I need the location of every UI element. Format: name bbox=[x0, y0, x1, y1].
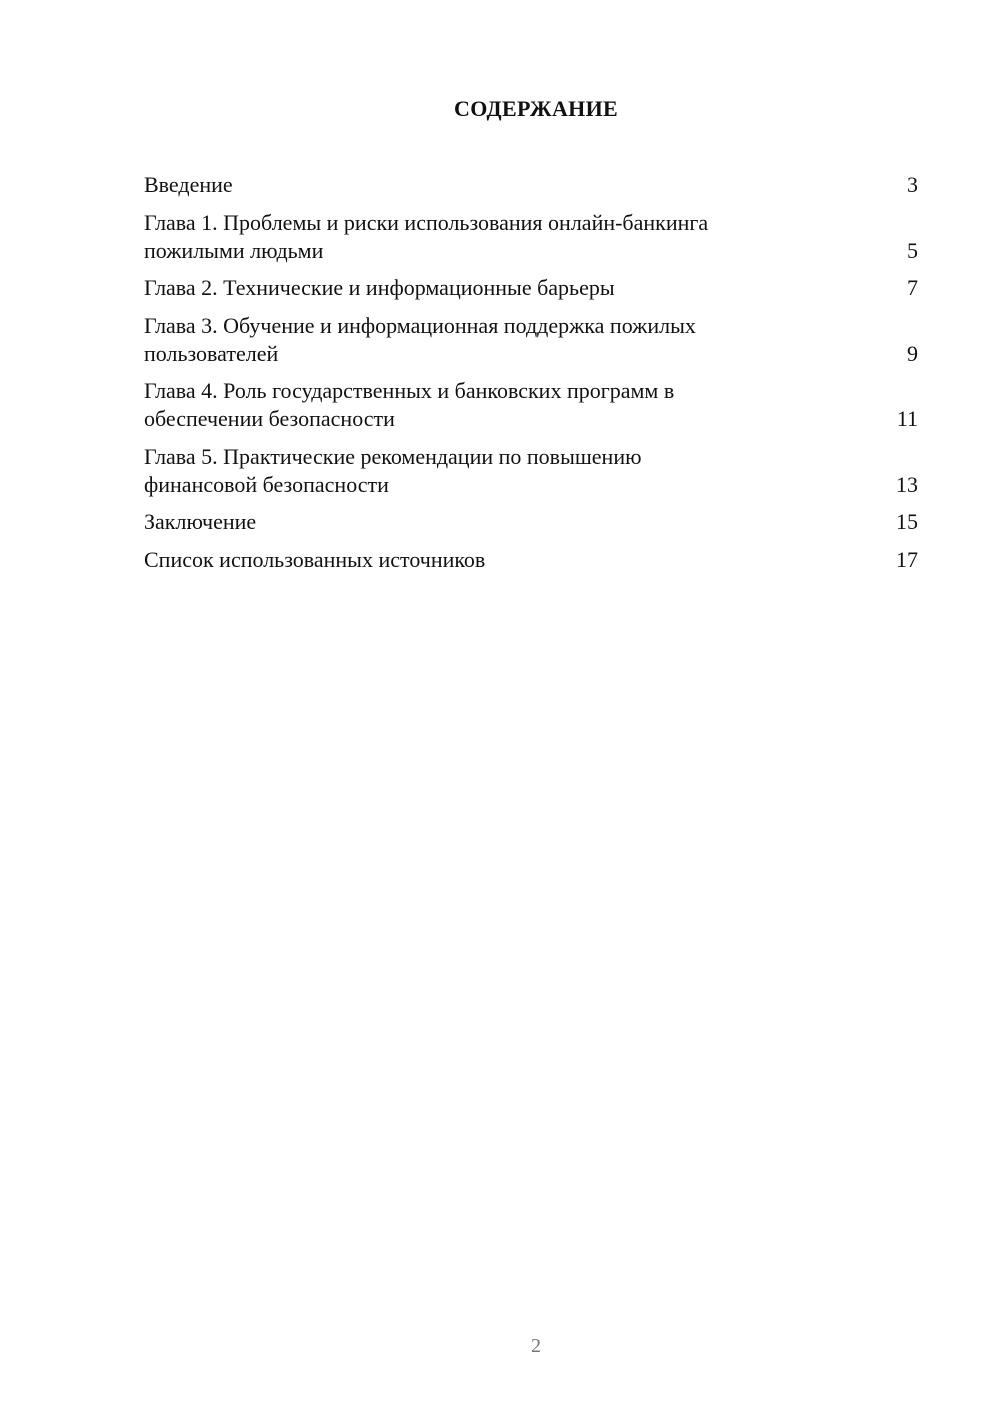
toc-entry-line: пользователей bbox=[144, 340, 279, 366]
toc-entry-page: 3 bbox=[907, 172, 918, 197]
page-title: СОДЕРЖАНИЕ bbox=[454, 96, 618, 121]
toc-entry-page: 17 bbox=[896, 546, 918, 572]
toc-entry-label bbox=[144, 274, 615, 302]
toc-entry-page: 13 bbox=[896, 471, 918, 497]
toc-entry-conclusion bbox=[144, 508, 918, 536]
toc-entry-line: финансовой безопасности bbox=[144, 471, 389, 497]
toc-entry-line: Глава 2. Технические и информационные барьеры bbox=[144, 275, 615, 300]
toc-entry-chapter-1 bbox=[144, 209, 918, 265]
toc-entry-chapter-5 bbox=[144, 443, 918, 499]
toc-entry-chapter-3 bbox=[144, 312, 918, 368]
toc-entry-page: 5 bbox=[907, 237, 918, 263]
toc-entry-page: 11 bbox=[896, 406, 918, 431]
toc-entry-line: Введение bbox=[144, 172, 233, 197]
toc-entry-line: пожилыми людьми bbox=[144, 237, 324, 263]
toc-entry-page: 15 bbox=[896, 509, 918, 534]
toc-entry-references bbox=[144, 546, 918, 574]
page-number: 2 bbox=[531, 1335, 541, 1357]
toc-entry-label bbox=[144, 443, 642, 499]
toc-entry-label bbox=[144, 508, 256, 536]
table-of-contents bbox=[144, 171, 918, 583]
toc-entry-chapter-2 bbox=[144, 274, 918, 302]
toc-entry-label bbox=[144, 546, 485, 574]
toc-entry-line: Заключение bbox=[144, 509, 257, 534]
toc-entry-label bbox=[144, 209, 708, 265]
toc-entry-introduction bbox=[144, 171, 918, 199]
toc-entry-label bbox=[144, 377, 674, 433]
toc-entry-page: 9 bbox=[907, 340, 918, 366]
toc-entry-label bbox=[144, 171, 233, 199]
toc-entry-line: Список использованных источников bbox=[144, 546, 486, 572]
toc-entry-line: Глава 1. Проблемы и риски использования онлайн-банкинга bbox=[144, 209, 709, 235]
toc-entry-label bbox=[144, 312, 696, 368]
toc-entry-line: Глава 3. Обучение и информационная поддержка пожилых bbox=[144, 312, 696, 338]
toc-entry-chapter-4 bbox=[144, 377, 918, 433]
toc-entry-line: обеспечении безопасности bbox=[144, 406, 395, 431]
toc-entry-line: Глава 5. Практические рекомендации по повышению bbox=[144, 443, 642, 469]
toc-entry-line: Глава 4. Роль государственных и банковских программ в bbox=[144, 378, 675, 403]
toc-entry-page: 7 bbox=[907, 275, 918, 300]
